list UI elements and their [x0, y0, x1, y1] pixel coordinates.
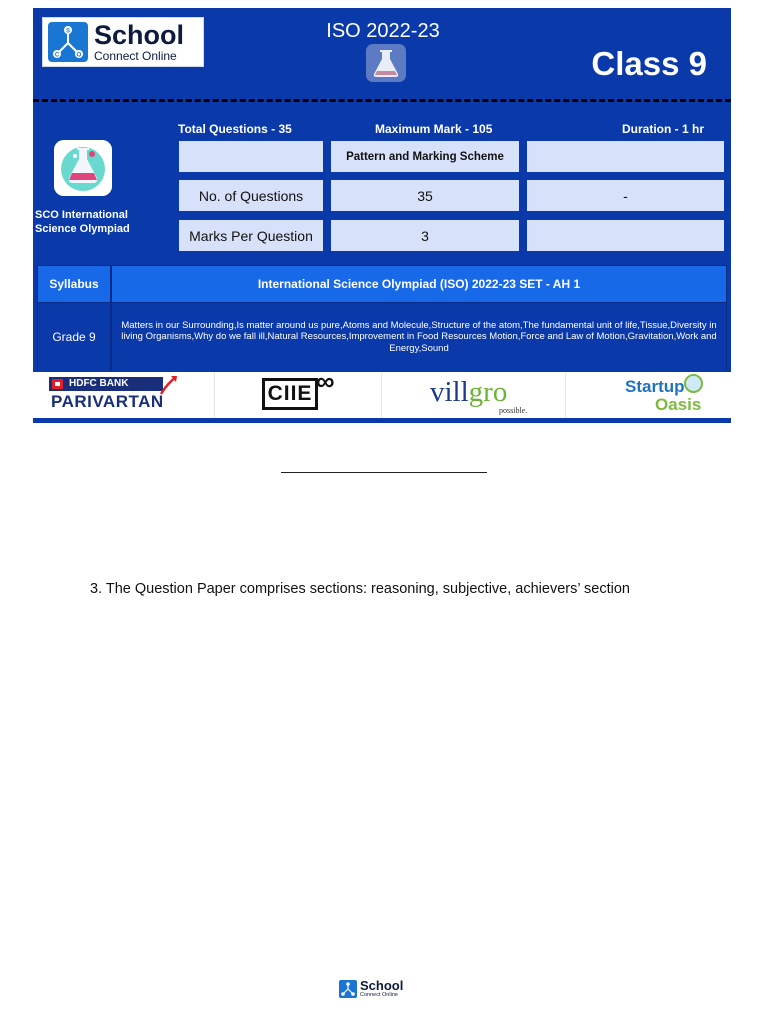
- school-connect-logo[interactable]: [42, 17, 204, 67]
- footer-logo[interactable]: [339, 979, 403, 1001]
- scheme-table-header-extra: [527, 141, 724, 172]
- app-caption: SCO International Science Olympiad: [35, 209, 130, 235]
- syllabus-header-row: [37, 265, 727, 303]
- duration: Duration - 1 hr: [622, 122, 705, 136]
- ciie-logo: CIIE: [262, 378, 318, 410]
- footer-logo-title: School: [360, 978, 404, 993]
- hdfc-bank-label: HDFC BANK: [49, 377, 163, 391]
- villgro-text-a: vill: [430, 376, 469, 408]
- scheme-row-label: Marks Per Question: [179, 220, 323, 251]
- logo-subtitle: Connect Online: [94, 49, 177, 63]
- total-questions: Total Questions - 35: [178, 122, 292, 136]
- parivartan-label: PARIVARTAN: [51, 392, 164, 411]
- exam-title: ISO 2022-23: [326, 20, 440, 42]
- syllabus-topics: Matters in our Surrounding,Is matter around us pure,Atoms and Molecule,Structure of the atom,The fundamental unit of life,Tissue,Diversity in living Organisms,Why do we fall ill,Natural Resources,Improvement in Food Resources Motion,Force and Law of Motion,Gravitation,Work and Energy,Sound: [121, 319, 717, 354]
- dashed-divider: [33, 99, 731, 102]
- syllabus-label: Syllabus: [38, 266, 112, 302]
- villgro-text-b: gro: [468, 376, 508, 408]
- scheme-row-extra: [527, 220, 724, 251]
- class-label: Class 9: [591, 45, 707, 82]
- sco-network-icon: [48, 22, 88, 62]
- maximum-mark: Maximum Mark - 105: [375, 122, 493, 136]
- startup-oasis-mark-icon: [684, 374, 703, 393]
- startup-label: Startup: [625, 377, 685, 396]
- grade-label: Grade 9: [38, 303, 112, 371]
- logo-title: School: [94, 20, 185, 50]
- swoosh-arrow-icon: [159, 374, 179, 396]
- syllabus-grade-row: [37, 303, 727, 371]
- flask-icon: [366, 44, 406, 82]
- infinity-icon: ∞: [316, 366, 335, 396]
- svg-text:S: S: [65, 28, 71, 35]
- scheme-table-corner-cell: [179, 141, 323, 172]
- syllabus-title: International Science Olympiad (ISO) 2022-23 SET - AH 1: [257, 277, 581, 291]
- scheme-table-header: Pattern and Marking Scheme: [331, 141, 519, 172]
- hdfc-parivartan-logo: [33, 372, 213, 418]
- svg-text:C: C: [54, 52, 60, 59]
- question-paper-note: 3. The Question Paper comprises sections: reasoning, subjective, achievers’ section: [90, 581, 630, 597]
- scheme-row-label: No. of Questions: [179, 180, 323, 211]
- exam-banner: [33, 8, 731, 423]
- scheme-row-extra: -: [527, 180, 724, 211]
- villgro-logo: [430, 376, 507, 408]
- sponsor-divider: [381, 372, 382, 418]
- villgro-tagline: possible.: [499, 406, 528, 415]
- sponsor-strip: [33, 366, 731, 418]
- sponsor-divider: [214, 372, 215, 418]
- footer-logo-subtitle: Connect Online: [360, 992, 398, 998]
- sco-network-icon: [339, 980, 357, 998]
- horizontal-rule: [281, 472, 487, 473]
- svg-text:O: O: [76, 52, 82, 59]
- scheme-row-value: 3: [331, 220, 519, 251]
- science-olympiad-app-icon: [54, 140, 112, 196]
- sponsor-divider: [565, 372, 566, 418]
- scheme-row-value: 35: [331, 180, 519, 211]
- hdfc-square-icon: [52, 379, 63, 389]
- oasis-label: Oasis: [655, 395, 702, 414]
